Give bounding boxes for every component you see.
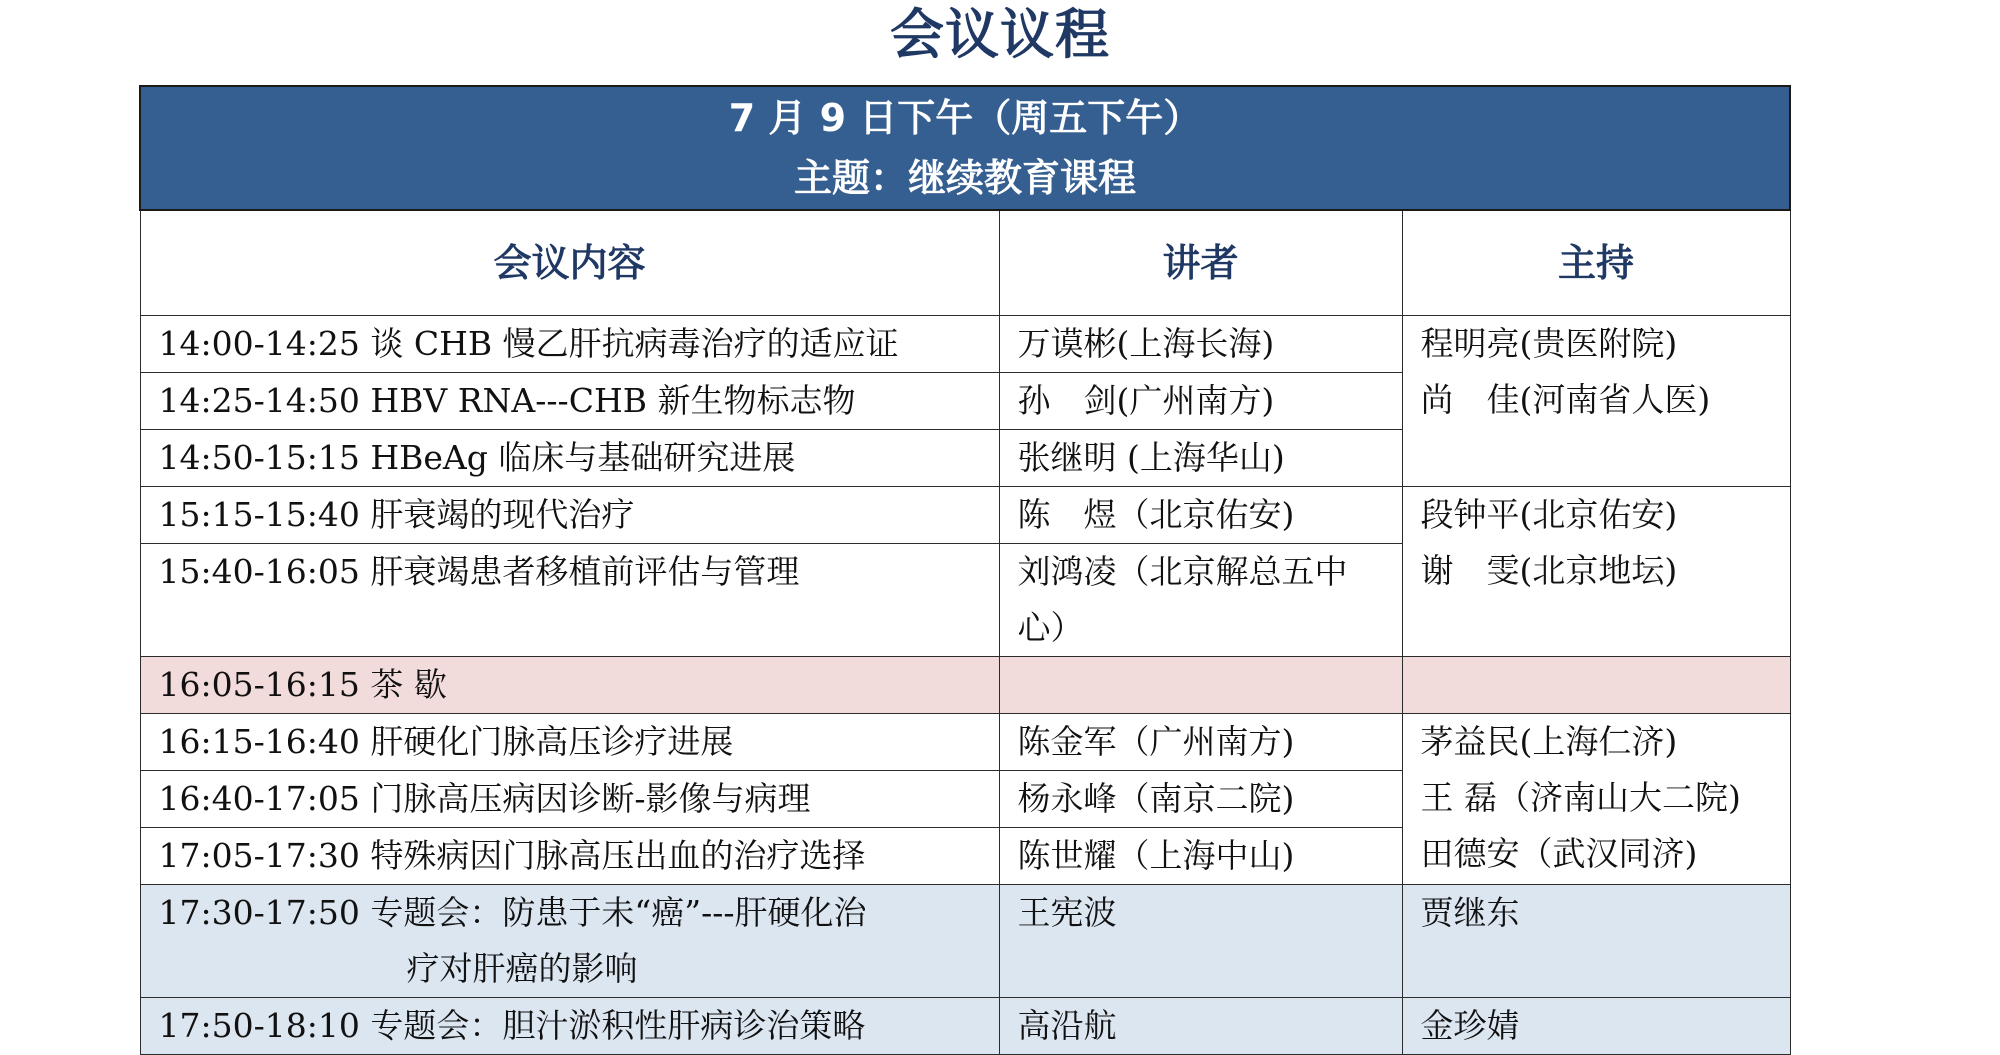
session-speaker: 陈金军（广州南方): [999, 714, 1402, 771]
session-speaker: 万谟彬(上海长海): [999, 316, 1402, 373]
session-speaker: 刘鸿凌（北京解总五中心）: [999, 544, 1402, 657]
session-host: 金珍婧: [1402, 998, 1790, 1055]
host-name: 程明亮(贵医附院): [1420, 324, 1678, 363]
column-header-content: 会议内容: [140, 210, 999, 316]
banner-theme: 主题：继续教育课程: [794, 156, 1137, 200]
host-name: 尚 佳(河南省人医): [1420, 380, 1711, 419]
table-row: [140, 714, 1790, 771]
host-name: 谢 雯(北京地坛): [1420, 551, 1678, 590]
host-name: 王 磊（济南山大二院): [1420, 778, 1741, 817]
page-title: 会议议程: [890, 3, 1110, 66]
column-header-host: 主持: [1402, 210, 1790, 316]
session-hosts-group-3: [1402, 714, 1790, 885]
session-hosts-group-2: [1402, 487, 1790, 657]
session-content: 16:15-16:40 肝硬化门脉高压诊疗进展: [140, 714, 999, 771]
table-row: [140, 487, 1790, 544]
table-row: [140, 316, 1790, 373]
session-host: [1402, 657, 1790, 714]
session-speaker: 陈世耀（上海中山): [999, 828, 1402, 885]
session-speaker: 张继明 (上海华山): [999, 430, 1402, 487]
forum-row: [140, 885, 1790, 998]
header-row: [140, 210, 1790, 316]
agenda-table: [139, 85, 1791, 1055]
session-speaker: 杨永峰（南京二院): [999, 771, 1402, 828]
session-host: 贾继东: [1402, 885, 1790, 998]
session-content-line: 17:30-17:50 专题会：防患于未“癌”---肝硬化治: [158, 893, 867, 932]
column-header-speaker: 讲者: [999, 210, 1402, 316]
session-content-line: 疗对肝癌的影响: [406, 949, 638, 988]
session-hosts-group-1: [1402, 316, 1790, 487]
session-content: 16:40-17:05 门脉高压病因诊断-影像与病理: [140, 771, 999, 828]
session-content: 14:50-15:15 HBeAg 临床与基础研究进展: [140, 430, 999, 487]
banner-date: 7 月 9 日下午（周五下午）: [728, 96, 1202, 140]
session-speaker: [999, 657, 1402, 714]
session-content: 14:25-14:50 HBV RNA---CHB 新生物标志物: [140, 373, 999, 430]
session-speaker: 王宪波: [999, 885, 1402, 998]
host-name: 段钟平(北京佑安): [1420, 495, 1678, 534]
banner: [140, 86, 1790, 210]
session-speaker: 孙 剑(广州南方): [999, 373, 1402, 430]
session-speaker: 陈 煜（北京佑安): [999, 487, 1402, 544]
session-content: 17:50-18:10 专题会：胆汁淤积性肝病诊治策略: [140, 998, 999, 1055]
banner-row: [140, 86, 1790, 210]
host-name: 田德安（武汉同济): [1420, 834, 1698, 873]
session-content: 16:05-16:15 茶 歇: [140, 657, 999, 714]
session-content: 17:05-17:30 特殊病因门脉高压出血的治疗选择: [140, 828, 999, 885]
host-name: 茅益民(上海仁济): [1420, 722, 1678, 761]
tea-break-row: [140, 657, 1790, 714]
session-content: 15:15-15:40 肝衰竭的现代治疗: [140, 487, 999, 544]
session-content: [140, 885, 999, 998]
session-content: 15:40-16:05 肝衰竭患者移植前评估与管理: [140, 544, 999, 657]
session-speaker: 高沿航: [999, 998, 1402, 1055]
session-content: 14:00-14:25 谈 CHB 慢乙肝抗病毒治疗的适应证: [140, 316, 999, 373]
